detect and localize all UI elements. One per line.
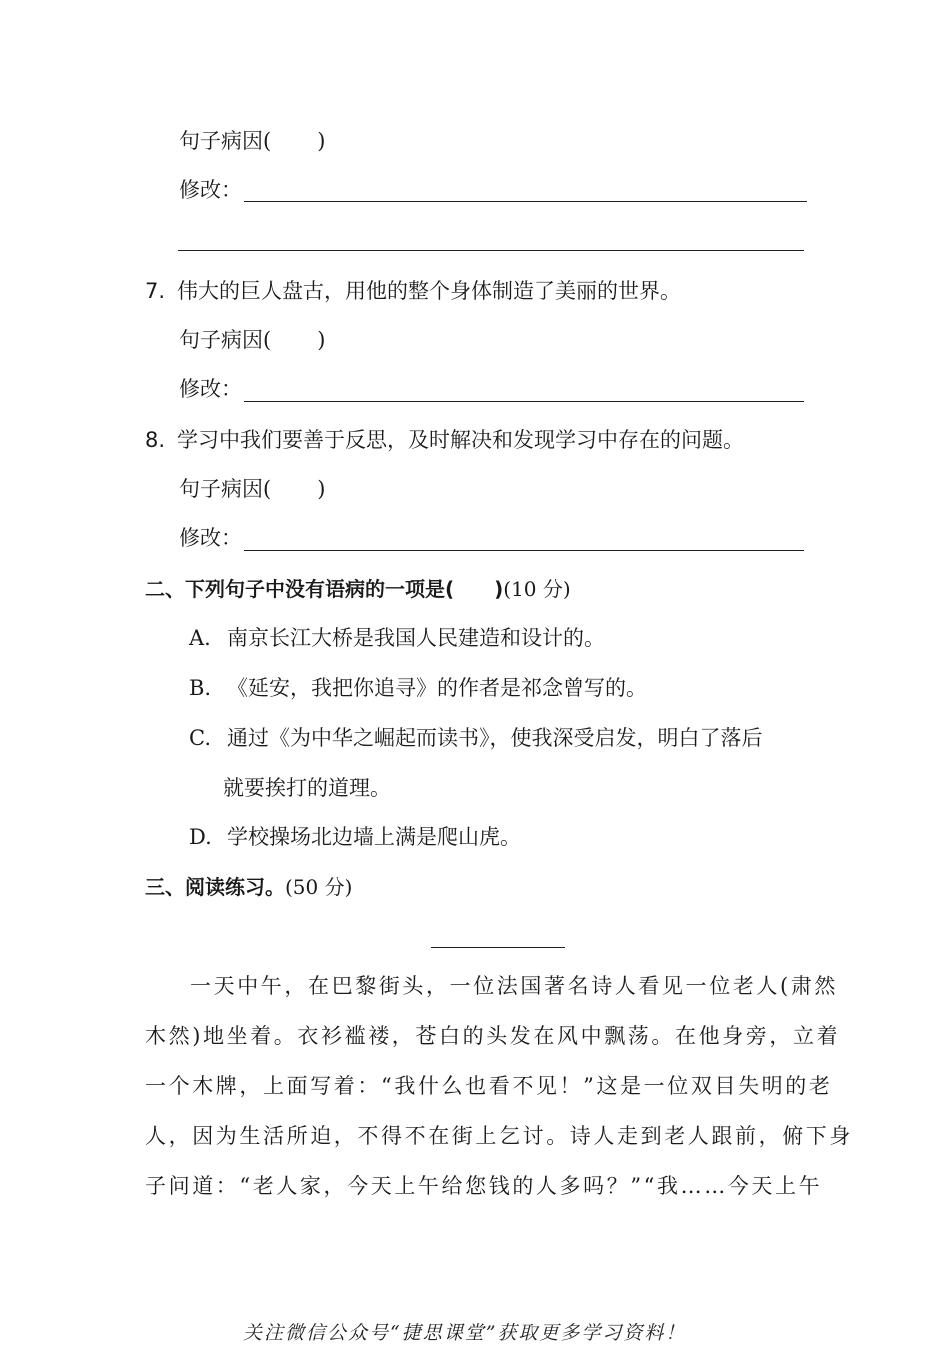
section2-score: (10 分) [503,577,571,601]
q7-number: 7. [145,279,166,303]
passage-line-2: 木然)地坐着。衣衫褴褛，苍白的头发在风中飘荡。在他身旁，立着 [145,1024,841,1048]
q7-question [145,276,681,306]
section3-heading [145,872,352,902]
option-a-text: 南京长江大桥是我国人民建造和设计的。 [227,626,605,650]
section2-title: 二、下列句子中没有语病的一项是( [145,577,455,601]
option-d-letter: D. [189,825,212,849]
option-b-letter: B. [189,676,212,700]
q8-fix-answer-line[interactable] [244,550,804,551]
option-a-letter: A. [189,626,211,650]
footer-notice: 关注微信公众号“捷思课堂”获取更多学习资料！ [243,1322,687,1344]
option-c-continuation: 就要挨打的道理。 [223,776,391,800]
q7-sentence: 伟大的巨人盘古，用他的整个身体制造了美丽的世界。 [177,279,682,303]
q6-fix-label: 修改： [179,178,242,202]
q8-reason-line: 句子病因( ) [179,477,326,501]
option-d [189,822,521,852]
q8-sentence: 学习中我们要善于反思，及时解决和发现学习中存在的问题。 [177,428,745,452]
option-a [189,623,605,653]
section2-heading: 二、下列句子中没有语病的一项是( )(10 分) [145,577,571,601]
q8-fix-label: 修改： [179,526,242,550]
option-d-text: 学校操场北边墙上满是爬山虎。 [227,825,521,849]
q7-reason-line: 句子病因( ) [179,328,326,352]
option-c-text: 通过《为中华之崛起而读书》，使我深受启发，明白了落后 [227,726,763,750]
q7-reason-label: 句子病因( [179,328,272,352]
q8-number: 8. [145,428,166,452]
q7-fix-answer-line[interactable] [244,401,804,402]
q8-reason-label: 句子病因( [179,477,272,501]
passage-line-5: 子问道：“老人家，今天上午给您钱的人多吗？”“我……今天上午 [145,1174,823,1198]
q8-question [145,425,744,455]
option-c-letter: C. [189,726,211,750]
q6-fix-answer-line-2[interactable] [178,250,804,251]
q6-fix-answer-line-1[interactable] [244,201,807,202]
section3-score: (50 分) [285,875,353,899]
q6-reason-line: 句子病因( ) [179,129,326,153]
q7-fix-label: 修改： [179,377,242,401]
q6-reason-label: 句子病因( [179,129,272,153]
option-b [189,673,647,703]
passage-line-4: 人，因为生活所迫，不得不在街上乞讨。诗人走到老人跟前，俯下身 [145,1124,853,1148]
option-b-text: 《延安，我把你追寻》的作者是祁念曾写的。 [227,676,647,700]
option-c [189,723,763,753]
passage-line-1: 一天中午，在巴黎街头，一位法国著名诗人看见一位老人(肃然 [190,974,838,998]
passage-line-3: 一个木牌，上面写着：“我什么也看不见！”这是一位双目失明的老 [145,1074,833,1098]
passage-title-blank[interactable] [431,947,565,948]
section3-title: 三、阅读练习。 [145,875,285,899]
